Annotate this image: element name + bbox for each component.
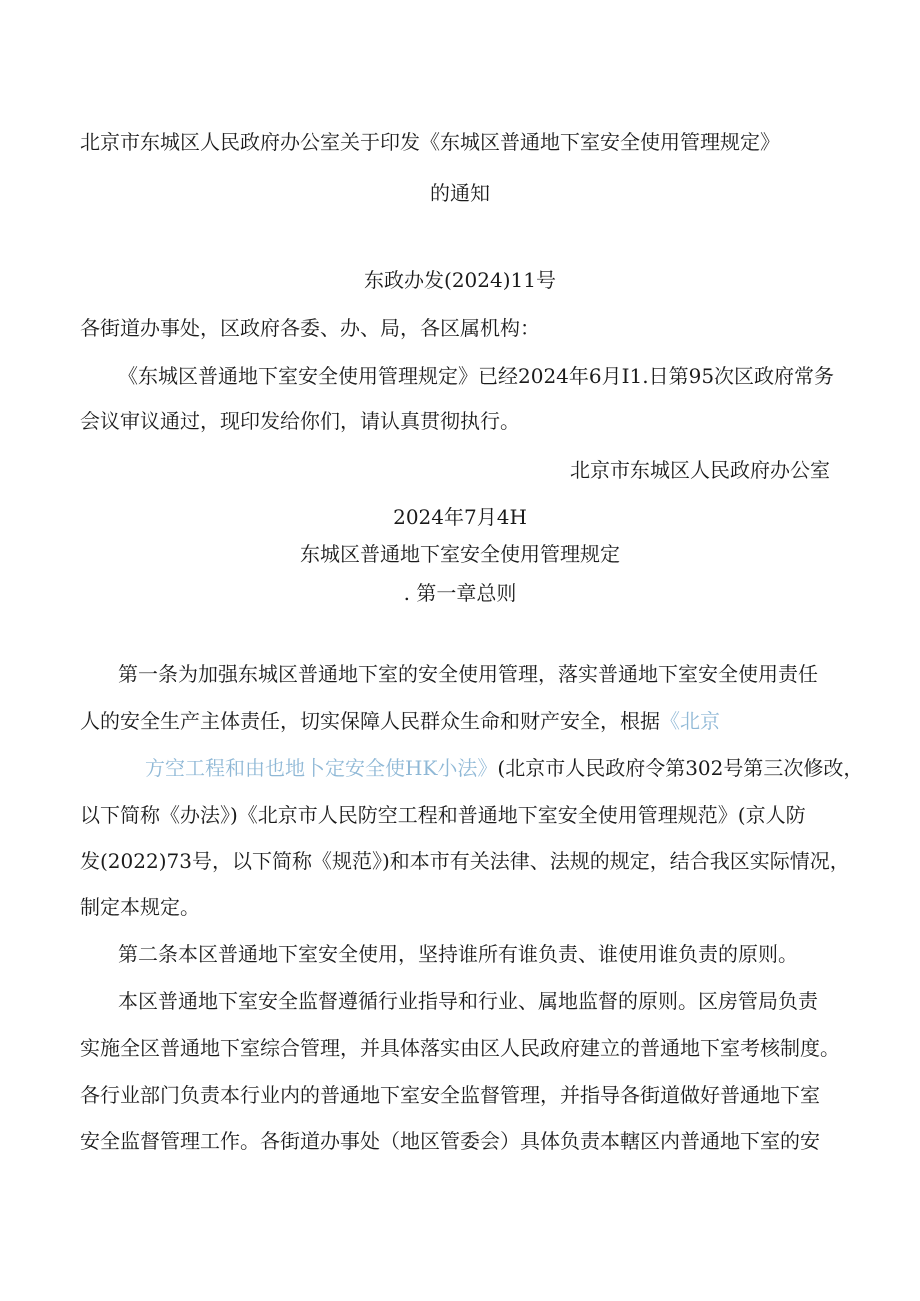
recipients: 各街道办事处，区政府各委、办、局，各区属机构：	[80, 316, 540, 340]
body-paragraph-1-line-2: 会议审议通过，现印发给你们，请认真贯彻执行。	[80, 409, 520, 433]
paragraph-3-line-4: 安全监督管理工作。各街道办事处（地区管委会）具体负责本轄区内普通地下室的安	[80, 1129, 820, 1153]
body-paragraph-1-line-1: 《东城区普通地下室安全使用管理规定》已经2024年6月I1.日第95次区政府常务	[118, 364, 835, 388]
notice-title-line-2: 的通知	[430, 181, 490, 205]
paragraph-3-line-3: 各行业部门负责本行业内的普通地下室安全监督管理，并指导各街道做好普通地下室	[80, 1083, 820, 1107]
article-1-line-6: 制定本规定。	[80, 895, 200, 919]
article-1-line-4: 以下简称《办法》)《北京市人民防空工程和普通地下室安全使用管理规范》(京人防	[80, 803, 806, 827]
article-1-line-5: 发(2022)73号，以下简称《规范》)和本市有关法律、法规的规定，结合我区实际情况，	[80, 849, 850, 873]
article-1-line-3-text: (北京市人民政府令第302号第三次修改，	[497, 756, 864, 780]
regulation-title: 东城区普通地下室安全使用管理规定	[300, 542, 620, 566]
paragraph-3-line-2: 实施全区普通地下室综合管理，并具体落实由区人民政府建立的普通地下室考核制度。	[80, 1036, 840, 1060]
article-1-line-3	[145, 754, 863, 782]
signature-office: 北京市东城区人民政府办公室	[570, 458, 830, 482]
chapter-heading: . 第一章总则	[403, 581, 517, 605]
law-reference-link-continued[interactable]: 方空工程和由也地卜定安全使HK小法》	[145, 756, 498, 780]
article-1-line-2-text: 人的安全生产主体责任，切实保障人民群众生命和财产安全，根据	[80, 709, 660, 733]
article-1-line-1: 第一条为加强东城区普通地下室的安全使用管理，落实普通地下室安全使用责任	[118, 662, 818, 686]
document-number: 东政办发(2024)11号	[364, 268, 556, 292]
issue-date: 2024年7月4H	[393, 505, 527, 529]
paragraph-3-line-1: 本区普通地下室安全监督遵循行业指导和行业、属地监督的原则。区房管局负责	[118, 989, 818, 1013]
article-1-line-2	[80, 707, 720, 735]
notice-title-line-1: 北京市东城区人民政府办公室关于印发《东城区普通地下室安全使用管理规定》	[80, 130, 780, 154]
article-2: 第二条本区普通地下室安全使用，坚持谁所有谁负责、谁使用谁负责的原则。	[118, 942, 798, 966]
law-reference-link[interactable]: 《北京	[660, 709, 720, 733]
